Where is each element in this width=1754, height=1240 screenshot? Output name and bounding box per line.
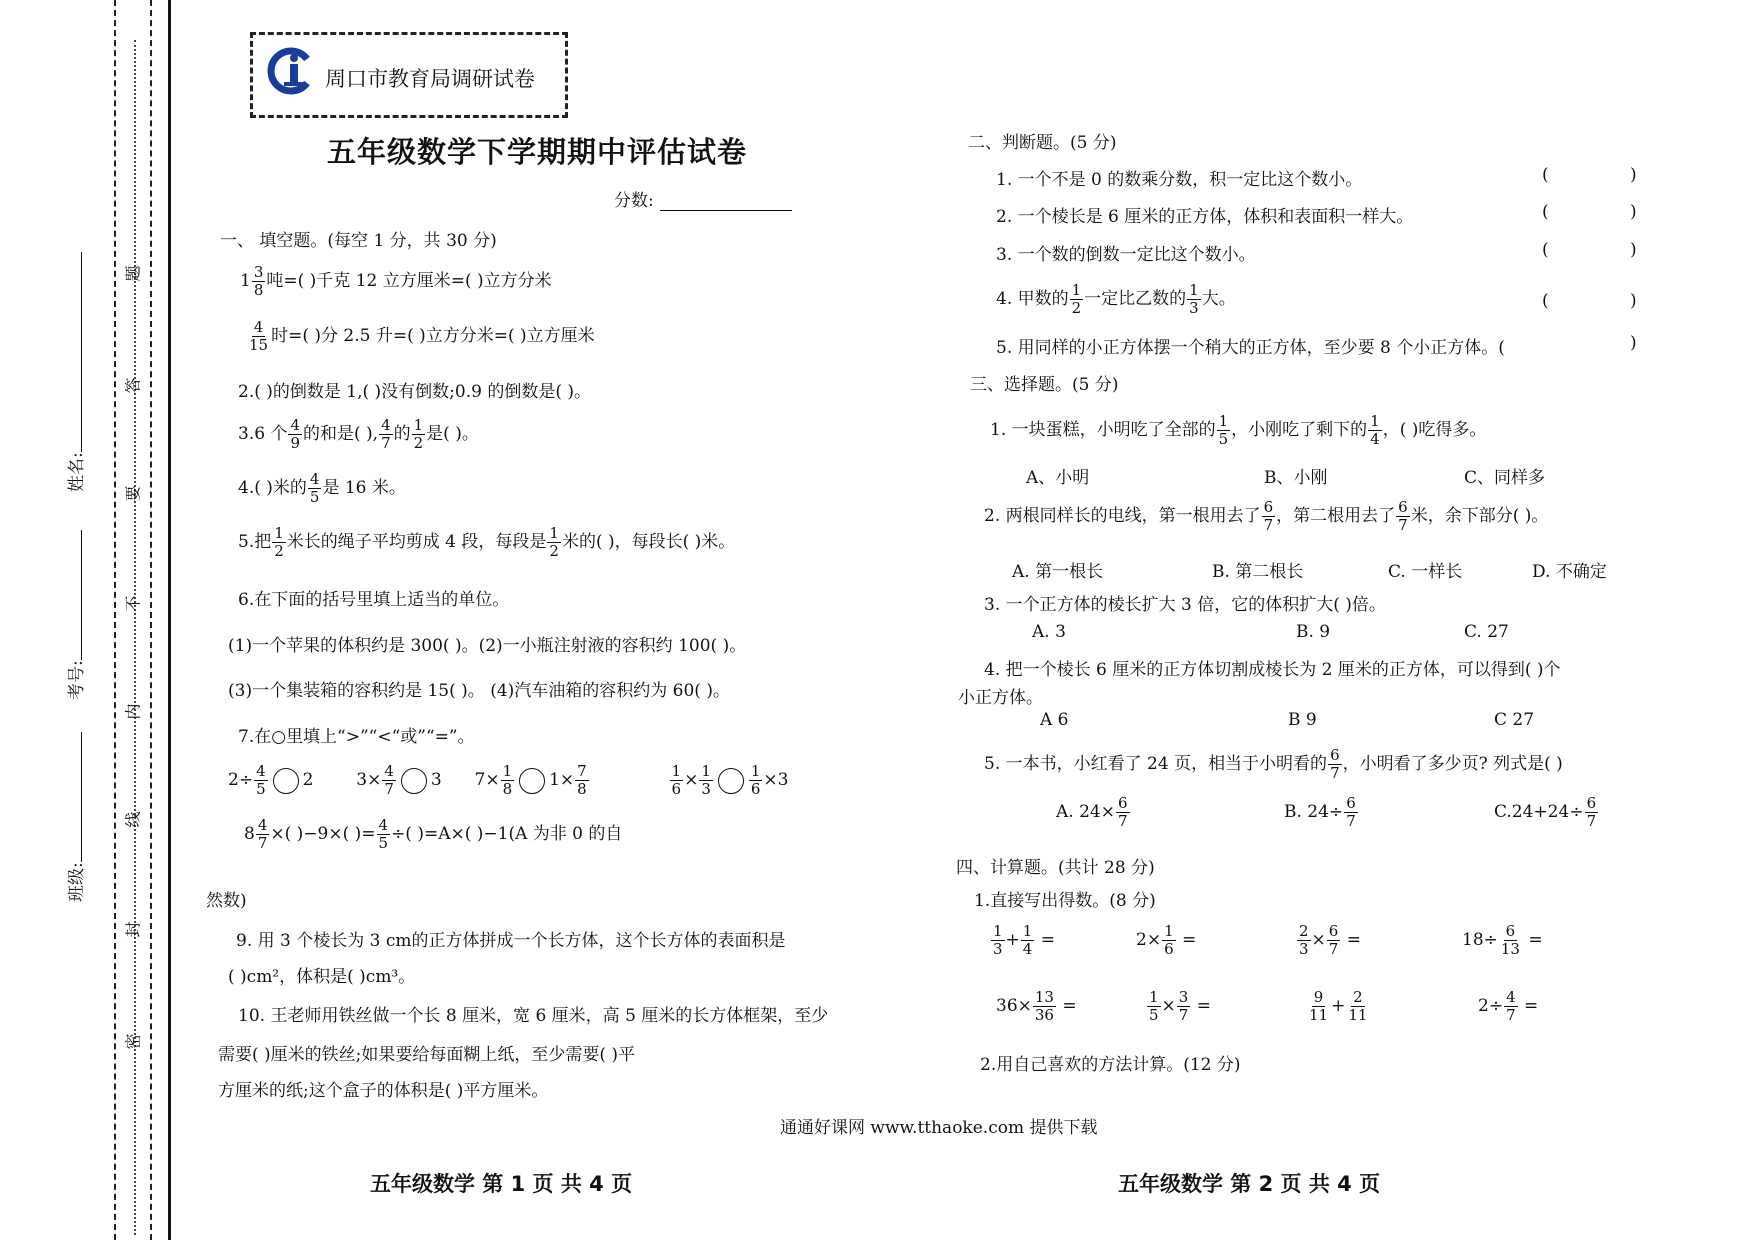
calc-item: 18÷ $\frac{6}{13}$ = — [1462, 922, 1543, 958]
score-label: 分数: — [614, 191, 654, 211]
question-10c: 方厘米的纸;这个盒子的体积是( )平方厘米。 — [218, 1081, 549, 1101]
judge-answer-paren-open[interactable]: ( — [1542, 165, 1549, 185]
margin-char: 要 — [123, 485, 143, 502]
choice-question-2: 2. 两根同样长的电线，第一根用去了 $\frac{6}{7}$ ，第二根用去了 $\frac{6}{7}$ 米，余下部分( )。 — [984, 498, 1549, 534]
choice-question-4: 4. 把一个棱长 6 厘米的正方体切割成棱长为 2 厘米的正方体，可以得到( )个 — [984, 660, 1561, 680]
choice-5-option-c[interactable]: C.24+24÷ $\frac{6}{7}$ — [1494, 794, 1597, 830]
section-4-heading: 四、计算题。(共计 28 分) — [956, 858, 1155, 878]
binding-dashed-line-outer — [114, 0, 116, 1240]
section-1-heading: 一、 填空题。(每空 1 分，共 30 分) — [220, 231, 497, 251]
judge-answer-paren-close: ) — [1630, 291, 1637, 311]
name-underline[interactable] — [81, 252, 82, 452]
score-underline[interactable] — [660, 210, 792, 211]
choice-1-option-c[interactable]: C、同样多 — [1464, 468, 1546, 488]
exam-no-label: 考号: — [67, 660, 87, 700]
question-8: 8 $\frac{4}{7}$ ×( )−9×( )= $\frac{4}{5}$ ÷( )=A×( )−1(A 为非 0 的自 — [244, 816, 623, 852]
judge-answer-paren-close: ) — [1630, 202, 1637, 222]
question-6b: (3)一个集装箱的容积约是 15( )。 (4)汽车油箱的容积约为 60( )。 — [228, 681, 730, 701]
question-6a: (1)一个苹果的体积约是 300( )。(2)一小瓶注射液的容积约 100( )。 — [228, 636, 747, 656]
calc-item: $\frac{9}{11}$ + $\frac{2}{11}$ — [1309, 988, 1368, 1024]
calc-item: 2× $\frac{1}{6}$ = — [1136, 922, 1197, 958]
calc-item: 36× $\frac{13}{36}$ = — [996, 988, 1077, 1024]
section-4-part-1: 1.直接写出得数。(8 分) — [974, 891, 1156, 911]
choice-3-option-c[interactable]: C. 27 — [1464, 622, 1509, 642]
choice-3-option-b[interactable]: B. 9 — [1296, 622, 1331, 642]
footer-page-2: 五年级数学 第 2 页 共 4 页 — [1118, 1172, 1381, 1196]
download-source-note: 通通好课网 www.tthaoke.com 提供下载 — [780, 1118, 1098, 1138]
question-5: 5.把 $\frac{1}{2}$ 米长的绳子平均剪成 4 段，每段是 $\frac{1}{2}$ 米的( )，每段长( )米。 — [238, 524, 736, 560]
margin-char: 密 — [123, 1033, 143, 1050]
compare-circle[interactable] — [273, 768, 299, 794]
calc-item: 2÷ $\frac{4}{7}$ = — [1478, 988, 1539, 1024]
question-6: 6.在下面的括号里填上适当的单位。 — [238, 590, 510, 610]
choice-1-option-b[interactable]: B、小刚 — [1264, 468, 1328, 488]
question-3: 3.6 个 $\frac{4}{9}$ 的和是( ), $\frac{4}{7}$ 的 $\frac{1}{2}$ 是( )。 — [238, 416, 479, 452]
choice-2-option-d[interactable]: D. 不确定 — [1532, 562, 1607, 582]
choice-question-3: 3. 一个正方体的棱长扩大 3 倍，它的体积扩大( )倍。 — [984, 595, 1386, 615]
judge-answer-paren-close: ) — [1630, 165, 1637, 185]
question-2: 2.( )的倒数是 1,( )没有倒数;0.9 的倒数是( )。 — [238, 382, 592, 402]
judge-answer-paren-open[interactable]: ( — [1542, 291, 1549, 311]
choice-4-option-a[interactable]: A 6 — [1040, 710, 1069, 730]
compare-circle[interactable] — [519, 768, 545, 794]
class-underline[interactable] — [81, 732, 82, 862]
compare-item: 3× $\frac{4}{7}$ 3 — [356, 762, 442, 798]
calc-item: $\frac{1}{3}$ + $\frac{1}{4}$ = — [993, 922, 1055, 958]
margin-char: 封 — [123, 921, 143, 938]
compare-circle[interactable] — [401, 768, 427, 794]
margin-char: 内 — [123, 703, 143, 720]
binding-dashed-line-inner — [150, 0, 152, 1240]
margin-char: 不 — [123, 595, 143, 612]
question-9a: 9. 用 3 个棱长为 3 cm的正方体拼成一个长方体，这个长方体的表面积是 — [236, 931, 786, 951]
judge-answer-paren-open[interactable]: ( — [1542, 202, 1549, 222]
margin-char: 题 — [123, 265, 143, 282]
calc-item: $\frac{2}{3}$ × $\frac{6}{7}$ = — [1299, 922, 1361, 958]
question-4: 4.( )米的 $\frac{4}{5}$ 是 16 米。 — [238, 470, 406, 506]
choice-5-option-b[interactable]: B. 24÷ $\frac{6}{7}$ — [1284, 794, 1356, 830]
choice-question-5: 5. 一本书，小红看了 24 页，相当于小明看的 $\frac{6}{7}$ ，小明看了多少页? 列式是( ) — [984, 746, 1563, 782]
judge-answer-paren-close: ) — [1630, 333, 1637, 353]
footer-page-1: 五年级数学 第 1 页 共 4 页 — [370, 1172, 633, 1196]
section-4-part-2: 2.用自己喜欢的方法计算。(12 分) — [980, 1055, 1241, 1075]
question-10a: 10. 王老师用铁丝做一个长 8 厘米，宽 6 厘米，高 5 厘米的长方体框架，至少 — [238, 1006, 829, 1026]
calc-item: $\frac{1}{5}$ × $\frac{3}{7}$ = — [1149, 988, 1211, 1024]
binding-dotted-line — [134, 40, 136, 1235]
choice-4-option-c[interactable]: C 27 — [1494, 710, 1535, 730]
question-7-comparisons — [228, 764, 788, 797]
judge-question-1: 1. 一个不是 0 的数乘分数，积一定比这个数小。 — [996, 170, 1363, 190]
name-field[interactable] — [62, 248, 87, 492]
choice-5-option-a[interactable]: A. 24× $\frac{6}{7}$ — [1056, 794, 1128, 830]
class-label: 班级: — [67, 862, 87, 902]
logo-text: 周口市教育局调研试卷 — [325, 67, 535, 91]
logo-box — [250, 32, 568, 118]
judge-answer-paren-close: ) — [1630, 240, 1637, 260]
compare-circle[interactable] — [718, 768, 744, 794]
education-bureau-logo-icon — [267, 49, 317, 93]
judge-answer-paren-open[interactable]: ( — [1542, 240, 1549, 260]
exam-no-field[interactable] — [62, 526, 87, 700]
choice-2-option-b[interactable]: B. 第二根长 — [1212, 562, 1304, 582]
choice-question-1: 1. 一块蛋糕，小明吃了全部的 $\frac{1}{5}$ ，小刚吃了剩下的 $\frac{1}{4}$ ，( )吃得多。 — [990, 412, 1487, 448]
compare-item: 2÷ $\frac{4}{5}$ 2 — [228, 762, 314, 798]
name-label: 姓名: — [67, 452, 87, 492]
question-9b: ( )cm²，体积是( )cm³。 — [228, 967, 416, 987]
margin-char: 线 — [123, 811, 143, 828]
choice-2-option-c[interactable]: C. 一样长 — [1388, 562, 1463, 582]
question-1b: $\frac{4}{15}$ 时=( )分 2.5 升=( )立方分米=( )立方厘米 — [249, 318, 595, 354]
score-field[interactable] — [614, 186, 792, 211]
margin-char: 答 — [123, 377, 143, 394]
judge-question-2: 2. 一个棱长是 6 厘米的正方体，体积和表面积一样大。 — [996, 207, 1414, 227]
judge-question-4: 4. 甲数的 $\frac{1}{2}$ 一定比乙数的 $\frac{1}{3}$ 大。 — [996, 281, 1236, 317]
class-field[interactable] — [62, 728, 87, 902]
compare-item: $\frac{1}{6}$ × $\frac{1}{3}$ $\frac{1}{6}$ ×3 — [671, 762, 789, 798]
binding-solid-line — [168, 0, 171, 1240]
choice-1-option-a[interactable]: A、小明 — [1026, 468, 1090, 488]
choice-4-option-b[interactable]: B 9 — [1288, 710, 1317, 730]
choice-2-option-a[interactable]: A. 第一根长 — [1012, 562, 1104, 582]
question-1a: 1 $\frac{3}{8}$ 吨=( )千克 12 立方厘米=( )立方分米 — [240, 263, 552, 299]
choice-question-4-continued: 小正方体。 — [958, 688, 1043, 708]
page-title: 五年级数学下学期期中评估试卷 — [327, 135, 748, 169]
judge-question-3: 3. 一个数的倒数一定比这个数小。 — [996, 245, 1256, 265]
section-3-heading: 三、选择题。(5 分) — [970, 375, 1119, 395]
compare-item: 7× $\frac{1}{8}$ 1× $\frac{7}{8}$ — [474, 762, 587, 798]
question-7: 7.在○里填上“>”“<“或”“=”。 — [238, 727, 475, 747]
exam-no-underline[interactable] — [81, 530, 82, 660]
section-2-heading: 二、判断题。(5 分) — [968, 133, 1117, 153]
choice-3-option-a[interactable]: A. 3 — [1032, 622, 1066, 642]
question-10b: 需要( )厘米的铁丝;如果要给每面糊上纸，至少需要( )平 — [218, 1045, 636, 1065]
judge-question-5: 5. 用同样的小正方体摆一个稍大的正方体，至少要 8 个小正方体。( — [996, 338, 1505, 358]
question-8-continued: 然数) — [206, 891, 247, 911]
